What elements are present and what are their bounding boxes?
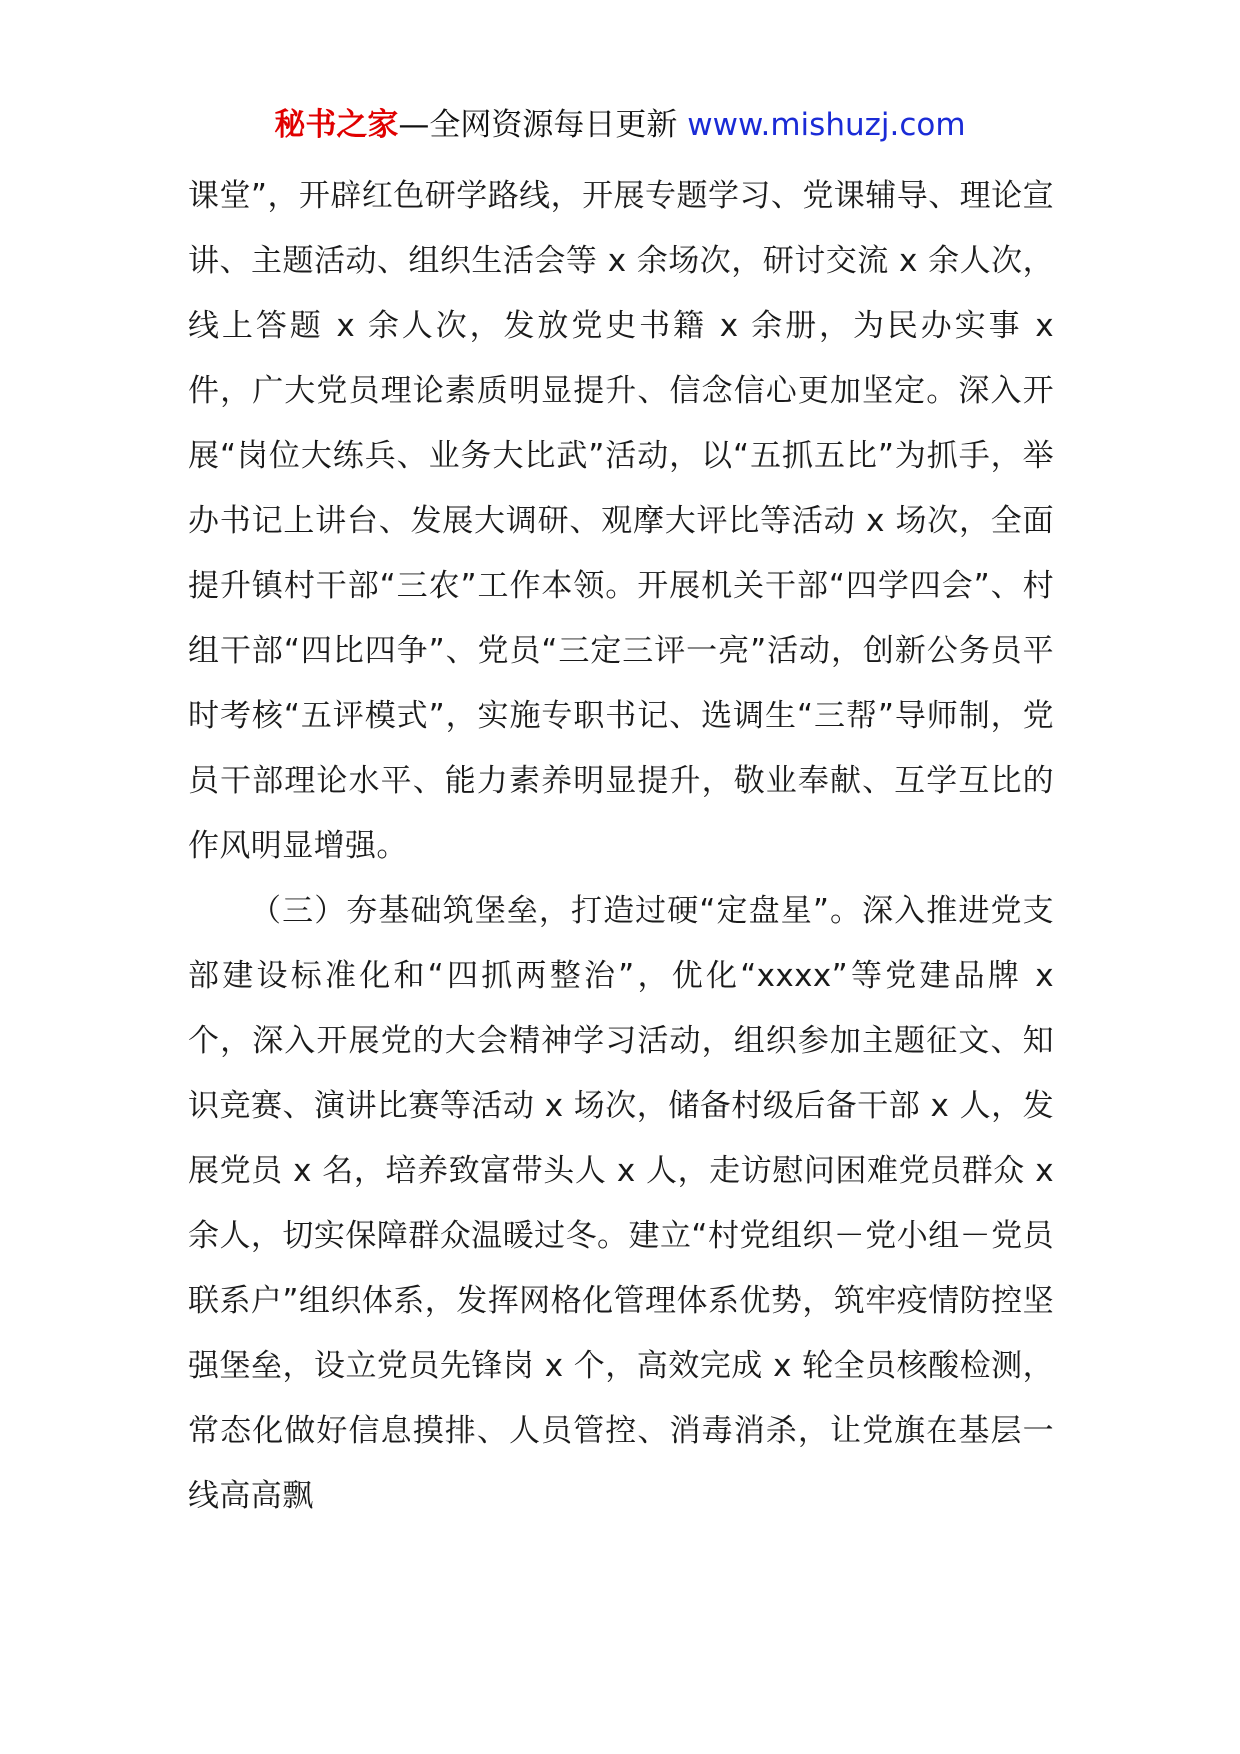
brand-name: 秘书之家 [274,107,399,143]
website-link[interactable]: www.mishuzj.com [687,107,966,143]
document-body [188,164,1054,1529]
page-header [0,100,1240,150]
body-paragraph-section-three: （三）夯基础筑堡垒，打造过硬“定盘星”。深入推进党支部建设标准化和“四抓两整治”，优化“xxxx”等党建品牌 x 个，深入开展党的大会精神学习活动，组织参加主题征文、知识竞赛、演讲比赛等活动 x 场次，储备村级后备干部 x 人，发展党员 x 名，培养致富带头人 x 人，走访慰问困难党员群众 x 余人，切实保障群众温暖过冬。建立“村党组织－党小组－党员联系户”组织体系，发挥网格化管理体系优势，筑牢疫情防控坚强堡垒，设立党员先锋岗 x 个，高效完成 x 轮全员核酸检测，常态化做好信息摸排、人员管控、消毒消杀，让党旗在基层一线高高飘 [188,893,1054,1514]
body-paragraph-continued: 课堂”，开辟红色研学路线，开展专题学习、党课辅导、理论宣讲、主题活动、组织生活会等 x 余场次，研讨交流 x 余人次，线上答题 x 余人次，发放党史书籍 x 余册，为民办实事 x 件，广大党员理论素质明显提升、信念信心更加坚定。深入开展“岗位大练兵、业务大比武”活动，以“五抓五比”为抓手，举办书记上讲台、发展大调研、观摩大评比等活动 x 场次，全面提升镇村干部“三农”工作本领。开展机关干部“四学四会”、村组干部“四比四争”、党员“三定三评一亮”活动，创新公务员平时考核“五评模式”，实施专职书记、选调生“三帮”导师制，党员干部理论水平、能力素养明显提升，敬业奉献、互学互比的作风明显增强。 [188,178,1054,864]
header-tagline: —全网资源每日更新 [398,107,678,143]
